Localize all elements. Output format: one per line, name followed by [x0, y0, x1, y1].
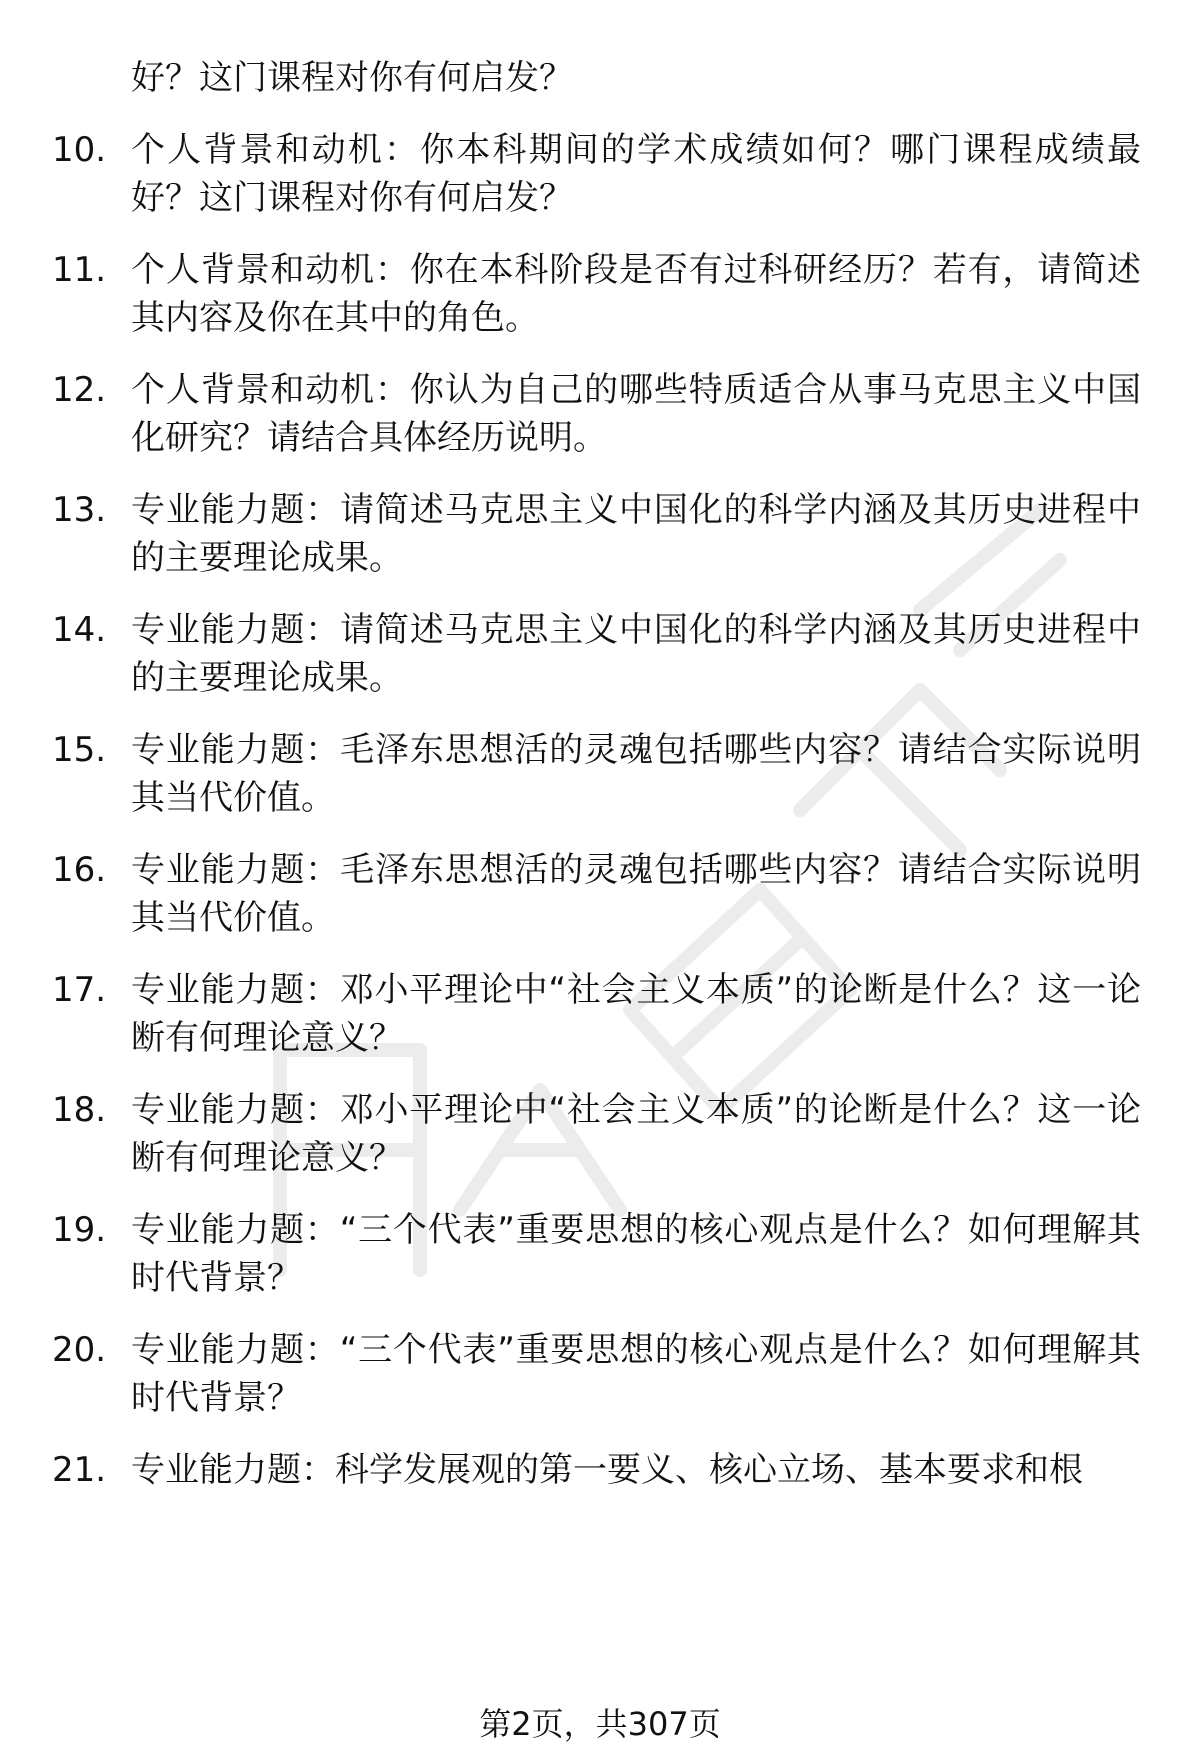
question-item [0, 846, 1200, 942]
question-item [0, 606, 1200, 702]
question-text: 个人背景和动机：你本科期间的学术成绩如何？哪门课程成绩最好？这门课程对你有何启发？ [131, 130, 1141, 218]
question-number: 13. [52, 490, 107, 530]
question-text: 专业能力题：“三个代表”重要思想的核心观点是什么？如何理解其时代背景？ [131, 1210, 1141, 1298]
question-text: 专业能力题：请简述马克思主义中国化的科学内涵及其历史进程中的主要理论成果。 [131, 610, 1141, 698]
question-text: 专业能力题：邓小平理论中“社会主义本质”的论断是什么？这一论断有何理论意义？ [131, 970, 1141, 1058]
question-text: 个人背景和动机：你认为自己的哪些特质适合从事马克思主义中国化研究？请结合具体经历说明。 [131, 370, 1141, 458]
question-number: 14. [52, 610, 107, 650]
question-item [0, 366, 1200, 462]
question-item [0, 486, 1200, 582]
question-item [0, 966, 1200, 1062]
question-text: 专业能力题：请简述马克思主义中国化的科学内涵及其历史进程中的主要理论成果。 [131, 490, 1141, 578]
question-text: 专业能力题：邓小平理论中“社会主义本质”的论断是什么？这一论断有何理论意义？ [131, 1090, 1141, 1178]
question-number: 10. [52, 130, 107, 170]
question-number: 21. [52, 1450, 107, 1490]
question-item [0, 126, 1200, 222]
page-number-footer: 第2页，共307页 [479, 1705, 721, 1743]
question-item [0, 1086, 1200, 1182]
question-text: 专业能力题：“三个代表”重要思想的核心观点是什么？如何理解其时代背景？ [131, 1330, 1141, 1418]
continuation-line: 好？这门课程对你有何启发？ [131, 58, 573, 98]
question-number: 20. [52, 1330, 107, 1370]
question-number: 17. [52, 970, 107, 1010]
question-text: 专业能力题：毛泽东思想活的灵魂包括哪些内容？请结合实际说明其当代价值。 [131, 730, 1141, 818]
question-item [0, 726, 1200, 822]
question-number: 12. [52, 370, 107, 410]
question-number: 16. [52, 850, 107, 890]
question-text: 专业能力题：毛泽东思想活的灵魂包括哪些内容？请结合实际说明其当代价值。 [131, 850, 1141, 938]
question-text: 个人背景和动机：你在本科阶段是否有过科研经历？若有，请简述其内容及你在其中的角色。 [131, 250, 1141, 338]
question-number: 11. [52, 250, 107, 290]
question-item [0, 1446, 1200, 1494]
question-item [0, 1206, 1200, 1302]
question-number: 15. [52, 730, 107, 770]
question-item [0, 1326, 1200, 1422]
question-item [0, 246, 1200, 342]
question-number: 19. [52, 1210, 107, 1250]
question-number: 18. [52, 1090, 107, 1130]
question-text: 专业能力题：科学发展观的第一要义、核心立场、基本要求和根 [131, 1450, 1083, 1490]
